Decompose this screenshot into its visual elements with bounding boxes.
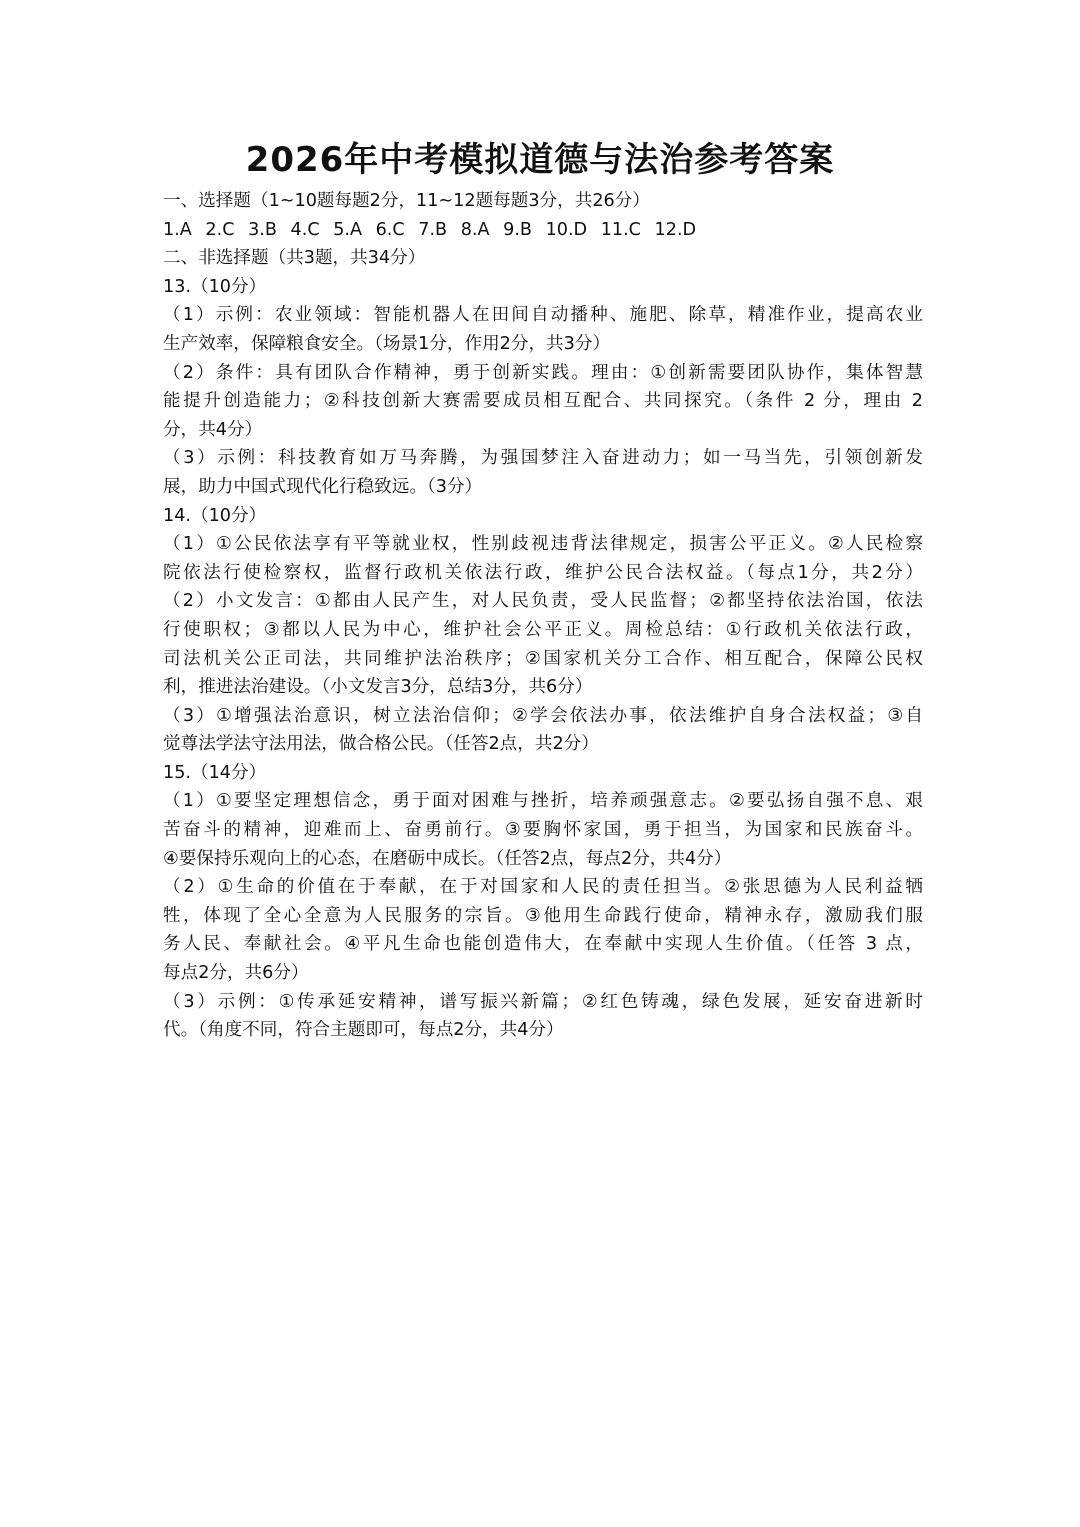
page-title: 2026年中考模拟道德与法治参考答案 — [245, 140, 835, 180]
answer-line: 司法机关公正司法，共同维护法治秩序；②国家机关分工合作、相互配合，保障公民权 — [163, 648, 923, 669]
answer-line: 能提升创造能力；②科技创新大赛需要成员相互配合、共同探究。（条件 2 分，理由 2 — [163, 391, 923, 412]
answer-line: （3）①增强法治意识，树立法治信仰；②学会依法办事，依法维护自身合法权益；③自 — [163, 705, 923, 726]
answer-line: 一、选择题（1~10题每题2分，11~12题每题3分，共26分） — [163, 191, 650, 211]
answer-line: 1.A 2.C 3.B 4.C 5.A 6.C 7.B 8.A 9.B 10.D 11.C 12.D — [163, 219, 697, 240]
answer-line: 觉尊法学法守法用法，做合格公民。（任答2点，共2分） — [163, 734, 599, 755]
answer-line: 14.（10分） — [163, 505, 267, 526]
answer-line: （2）小文发言：①都由人民产生，对人民负责，受人民监督；②都坚持依法治国，依法 — [163, 591, 923, 612]
answer-line: 展，助力中国式现代化行稳致远。（3分） — [163, 476, 483, 497]
answer-line: 牲，体现了全心全意为人民服务的宗旨。③他用生命践行使命，精神永存，激励我们服 — [163, 905, 923, 926]
answer-line: 二、非选择题（共3题，共34分） — [163, 248, 426, 269]
answer-line: 代。（角度不同，符合主题即可，每点2分，共4分） — [163, 1020, 564, 1041]
answer-line: 每点2分，共6分） — [163, 963, 309, 984]
answer-line: （2）①生命的价值在于奉献，在于对国家和人民的责任担当。②张思德为人民利益牺 — [163, 877, 923, 898]
answer-line: 分，共4分） — [163, 419, 263, 440]
answer-line: （1）①要坚定理想信念，勇于面对困难与挫折，培养顽强意志。②要弘扬自强不息、艰 — [163, 791, 923, 812]
answer-content — [163, 187, 923, 1045]
answer-line: 利，推进法治建设。（小文发言3分，总结3分，共6分） — [163, 677, 593, 698]
answer-line: （2）条件：具有团队合作精神，勇于创新实践。理由：①创新需要团队协作，集体智慧 — [163, 362, 923, 383]
answer-line: 务人民、奉献社会。④平凡生命也能创造伟大，在奉献中实现人生价值。（任答 3 点， — [163, 934, 923, 955]
answer-line: 行使职权；③都以人民为中心，维护社会公平正义。周检总结：①行政机关依法行政， — [163, 619, 923, 640]
answer-line: 苦奋斗的精神，迎难而上、奋勇前行。③要胸怀家国，勇于担当，为国家和民族奋斗。 — [163, 820, 923, 841]
answer-line: 生产效率，保障粮食安全。（场景1分，作用2分，共3分） — [163, 333, 611, 354]
answer-line: （3）示例：科技教育如万马奔腾，为强国梦注入奋进动力；如一马当先，引领创新发 — [163, 448, 923, 469]
answer-line: （3）示例：①传承延安精神，谱写振兴新篇；②红色铸魂，绿色发展，延安奋进新时 — [163, 991, 923, 1012]
answer-line: 院依法行使检察权，监督行政机关依法行政，维护公民合法权益。（每点1分，共2分） — [163, 562, 923, 583]
answer-line: 15.（14分） — [163, 762, 267, 783]
answer-line: ④要保持乐观向上的心态，在磨砺中成长。（任答2点，每点2分，共4分） — [163, 848, 732, 869]
answer-line: （1）①公民依法享有平等就业权，性别歧视违背法律规定，损害公平正义。②人民检察 — [163, 534, 923, 555]
answer-line: 13.（10分） — [163, 276, 267, 297]
answer-line: （1）示例：农业领域：智能机器人在田间自动播种、施肥、除草，精准作业，提高农业 — [163, 305, 923, 326]
